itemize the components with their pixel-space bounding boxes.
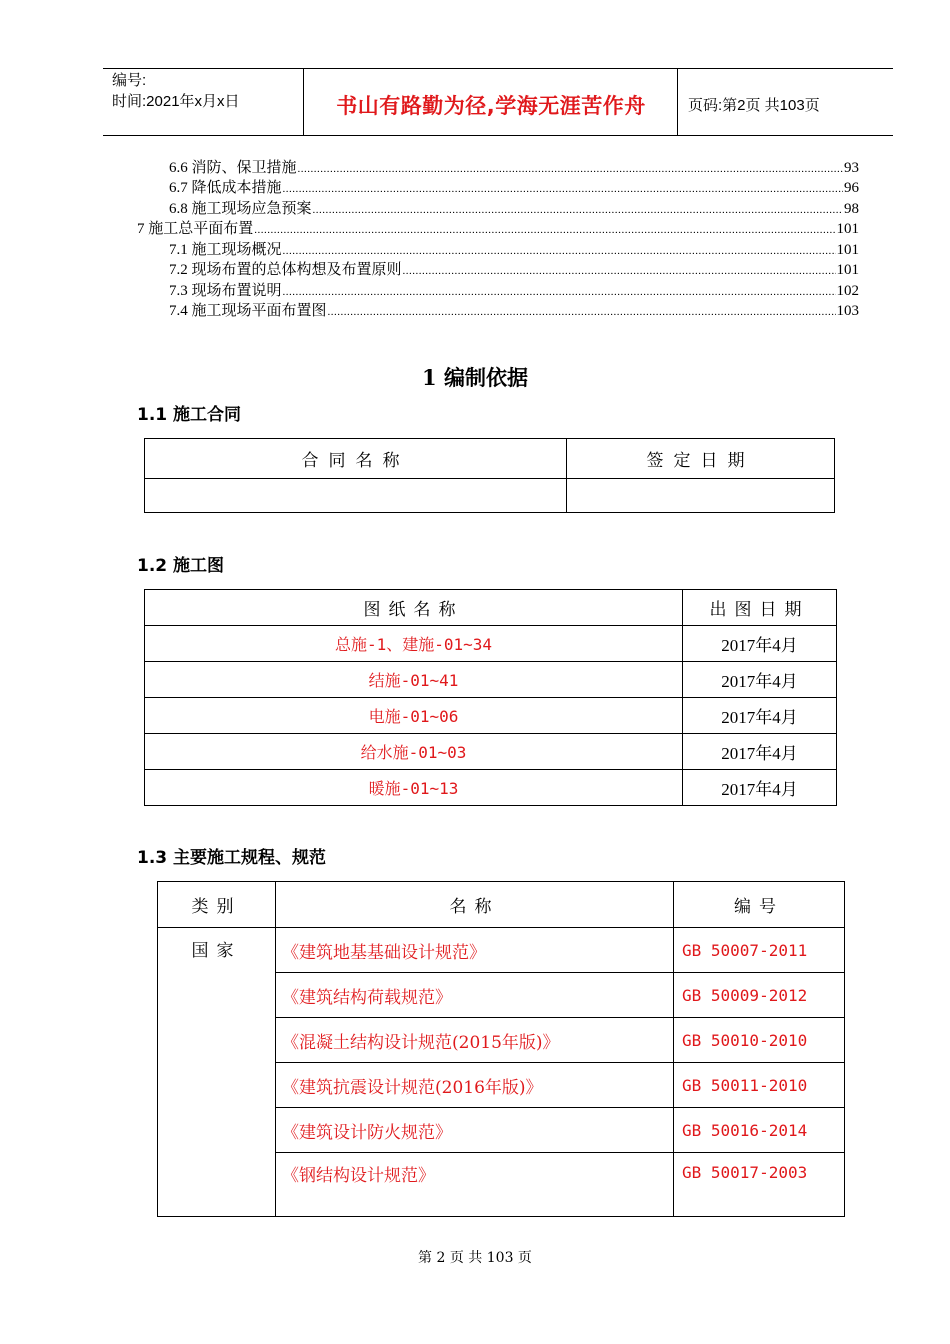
toc-entry[interactable]: 6.6 消防、保卫措施 ..... 93 xyxy=(169,158,859,178)
drawing-date: 2017年4月 xyxy=(683,626,837,662)
standard-name: 《建筑抗震设计规范(2016年版)》 xyxy=(276,1063,674,1108)
drawing-name: 总施-1、建施-01~34 xyxy=(145,626,683,662)
toc-entry[interactable]: 6.8 施工现场应急预案 ..... 98 xyxy=(169,199,859,219)
header-page-number: 页码:第2页 共103页 xyxy=(688,97,820,114)
table-row xyxy=(158,928,845,973)
standard-code: GB 50007-2011 xyxy=(674,928,845,973)
drawing-date: 2017年4月 xyxy=(683,698,837,734)
standards-col-name: 名称 xyxy=(276,882,674,928)
header-motto: 书山有路勤为径,学海无涯苦作舟 xyxy=(336,94,646,118)
standard-name: 《钢结构设计规范》 xyxy=(276,1153,674,1217)
standard-code: GB 50011-2010 xyxy=(674,1063,845,1108)
drawing-date: 2017年4月 xyxy=(683,734,837,770)
standard-name: 《混凝土结构设计规范(2015年版)》 xyxy=(276,1018,674,1063)
header-meta xyxy=(112,71,240,111)
table-row xyxy=(145,770,837,806)
page-footer: 第 2 页 共 103 页 xyxy=(418,1250,532,1266)
contract-cell-name xyxy=(145,479,567,513)
header-bottom-rule xyxy=(103,135,893,136)
contract-col-name: 合同名称 xyxy=(145,439,567,479)
toc-entry[interactable]: 7.2 现场布置的总体构想及布置原则 ..... 101 xyxy=(169,260,859,280)
drawings-table xyxy=(144,589,837,806)
drawing-name: 给水施-01~03 xyxy=(145,734,683,770)
standard-name: 《建筑地基基础设计规范》 xyxy=(276,928,674,973)
contract-heading: 1.1 施工合同 xyxy=(137,405,242,425)
standards-col-code: 编号 xyxy=(674,882,845,928)
contract-col-date: 签定日期 xyxy=(567,439,835,479)
standards-col-type: 类别 xyxy=(158,882,276,928)
drawings-col-date: 出图日期 xyxy=(683,590,837,626)
header-divider-left xyxy=(303,69,304,136)
drawing-name: 结施-01~41 xyxy=(145,662,683,698)
header-divider-right xyxy=(677,69,678,136)
standard-code: GB 50016-2014 xyxy=(674,1108,845,1153)
table-row xyxy=(145,662,837,698)
standard-code: GB 50017-2003 xyxy=(674,1153,845,1217)
toc-entry[interactable]: 7.1 施工现场概况 ..... 101 xyxy=(169,240,859,260)
toc-entry[interactable]: 6.7 降低成本措施 ..... 96 xyxy=(169,178,859,198)
standard-name: 《建筑设计防火规范》 xyxy=(276,1108,674,1153)
drawing-date: 2017年4月 xyxy=(683,662,837,698)
standard-name: 《建筑结构荷载规范》 xyxy=(276,973,674,1018)
standard-code: GB 50010-2010 xyxy=(674,1018,845,1063)
table-row xyxy=(145,734,837,770)
toc-entry[interactable]: 7.3 现场布置说明 ..... 102 xyxy=(169,281,859,301)
section-title: 1 编制依据 xyxy=(422,365,528,390)
contract-table xyxy=(144,438,835,513)
standards-heading: 1.3 主要施工规程、规范 xyxy=(137,848,327,868)
drawings-col-name: 图纸名称 xyxy=(145,590,683,626)
toc-entry[interactable]: 7.4 施工现场平面布置图 ..... 103 xyxy=(169,301,859,321)
drawing-name: 电施-01~06 xyxy=(145,698,683,734)
table-row xyxy=(145,698,837,734)
standards-table xyxy=(157,881,845,1217)
standard-code: GB 50009-2012 xyxy=(674,973,845,1018)
drawing-name: 暖施-01~13 xyxy=(145,770,683,806)
serial-label: 编号: xyxy=(112,72,147,89)
contract-cell-date xyxy=(567,479,835,513)
toc-entry[interactable]: 7 施工总平面布置 ..... 101 xyxy=(137,219,859,239)
drawing-date: 2017年4月 xyxy=(683,770,837,806)
drawings-heading: 1.2 施工图 xyxy=(137,556,225,576)
table-row xyxy=(145,626,837,662)
header-top-rule xyxy=(103,68,893,69)
time-label: 时间:2021年x月x日 xyxy=(112,93,240,110)
standards-category: 国家 xyxy=(158,928,276,1217)
